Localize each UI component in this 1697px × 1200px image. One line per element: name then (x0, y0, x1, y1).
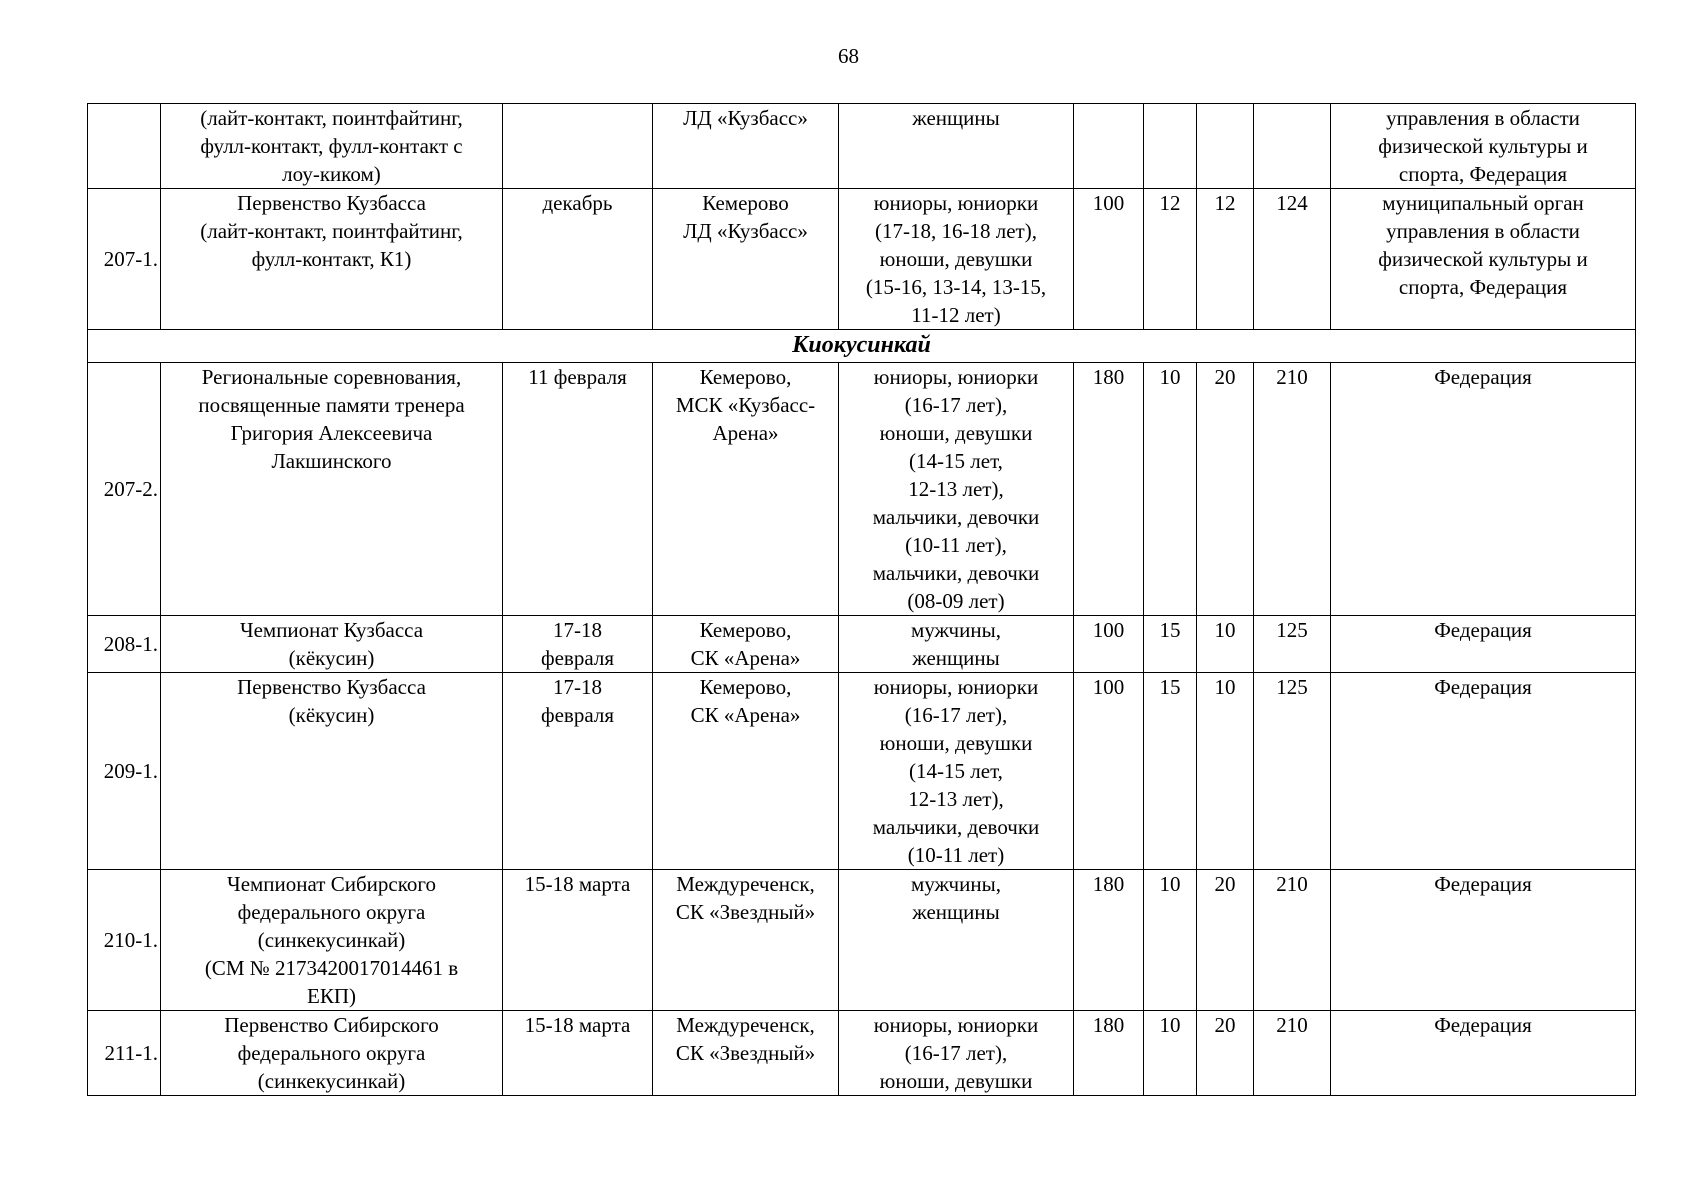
count-judges-cell (1144, 1011, 1197, 1096)
participants-cell (839, 673, 1074, 870)
count-judges: 10 (1159, 1013, 1181, 1037)
participants: юниоры, юниорки (17-18, 16-18 лет), юноши, девушки (15-16, 13-14, 13-15, 11-12 лет) (865, 191, 1047, 327)
count-staff: 20 (1214, 365, 1236, 389)
row-number-cell (88, 189, 161, 330)
table-body-bottom (88, 363, 1636, 1096)
row-number-cell (88, 104, 161, 189)
event-date-cell (503, 189, 653, 330)
participants-cell (839, 870, 1074, 1011)
count-participants-cell (1074, 870, 1144, 1011)
count-staff-cell (1197, 673, 1254, 870)
event-name: Региональные соревнования, посвященные памяти тренера Григория Алексеевича Лакшинского (198, 365, 465, 473)
organizer-cell (1331, 104, 1636, 189)
count-participants-cell (1074, 1011, 1144, 1096)
participants: юниоры, юниорки (16-17 лет), юноши, девушки (14-15 лет, 12-13 лет), мальчики, девочки (10-11 лет), мальчики, девочки (08-09 лет) (872, 365, 1040, 613)
count-participants-cell (1074, 363, 1144, 616)
organizer: Федерация (1434, 675, 1532, 699)
table-body-top (88, 104, 1636, 330)
participants-cell (839, 363, 1074, 616)
organizer: муниципальный орган управления в области физической культуры и спорта, Федерация (1378, 191, 1588, 299)
row-number: 207-1. (103, 247, 158, 271)
page-number: 68 (838, 44, 859, 68)
participants: юниоры, юниорки (16-17 лет), юноши, девушки (873, 1013, 1039, 1093)
row-number-cell (88, 870, 161, 1011)
count-staff: 10 (1214, 618, 1236, 642)
participants: юниоры, юниорки (16-17 лет), юноши, девушки (14-15 лет, 12-13 лет), мальчики, девочки (10-11 лет) (872, 675, 1040, 867)
count-staff-cell (1197, 363, 1254, 616)
event-name-cell (161, 673, 503, 870)
organizer-cell (1331, 673, 1636, 870)
count-judges: 12 (1159, 191, 1181, 215)
count-total-cell (1254, 673, 1331, 870)
event-place-cell (653, 1011, 839, 1096)
row-number-cell (88, 673, 161, 870)
event-date: декабрь (542, 191, 613, 215)
event-place-cell (653, 104, 839, 189)
event-date: 15-18 марта (524, 1013, 631, 1037)
count-judges-cell (1144, 104, 1197, 189)
count-judges: 10 (1159, 365, 1181, 389)
participants: женщины (912, 106, 1000, 130)
count-participants: 180 (1092, 365, 1125, 389)
event-name-cell (161, 1011, 503, 1096)
count-total: 210 (1276, 365, 1308, 389)
event-date: 11 февраля (528, 365, 627, 389)
event-name-cell (161, 189, 503, 330)
event-name-cell (161, 104, 503, 189)
count-total-cell (1254, 189, 1331, 330)
event-date: 15-18 марта (524, 872, 631, 896)
table-row (88, 189, 1636, 330)
count-total-cell (1254, 104, 1331, 189)
count-judges-cell (1144, 870, 1197, 1011)
table-row (88, 104, 1636, 189)
events-table (87, 103, 1636, 1096)
table-row (88, 363, 1636, 616)
organizer: Федерация (1434, 365, 1532, 389)
count-total-cell (1254, 870, 1331, 1011)
event-place: Междуреченск, СК «Звездный» (675, 1013, 816, 1065)
organizer-cell (1331, 616, 1636, 673)
count-participants: 100 (1092, 191, 1125, 215)
row-number: 211-1. (104, 1041, 158, 1065)
participants-cell (839, 104, 1074, 189)
event-place-cell (653, 189, 839, 330)
count-staff: 10 (1214, 675, 1236, 699)
table-row (88, 616, 1636, 673)
count-participants: 180 (1092, 872, 1125, 896)
table-row (88, 673, 1636, 870)
event-date-cell (503, 1011, 653, 1096)
event-place-cell (653, 870, 839, 1011)
organizer: управления в области физической культуры и спорта, Федерация (1378, 106, 1588, 186)
count-total-cell (1254, 1011, 1331, 1096)
count-judges: 10 (1159, 872, 1181, 896)
section-title: Киокусинкай (88, 330, 1636, 363)
event-date-cell (503, 363, 653, 616)
row-number: 207-2. (103, 477, 158, 501)
event-name-cell (161, 870, 503, 1011)
section-header (88, 330, 1636, 363)
organizer-cell (1331, 1011, 1636, 1096)
row-number-cell (88, 1011, 161, 1096)
count-judges-cell (1144, 673, 1197, 870)
event-place-cell (653, 363, 839, 616)
count-staff: 20 (1214, 1013, 1236, 1037)
organizer-cell (1331, 189, 1636, 330)
count-participants: 100 (1092, 618, 1125, 642)
event-name: Чемпионат Кузбасса (кёкусин) (239, 618, 424, 670)
row-number-cell (88, 363, 161, 616)
participants: мужчины, женщины (911, 618, 1001, 670)
event-place: ЛД «Кузбасс» (683, 106, 808, 130)
count-judges: 15 (1159, 618, 1181, 642)
count-judges-cell (1144, 363, 1197, 616)
row-number: 210-1. (103, 928, 158, 952)
count-participants-cell (1074, 104, 1144, 189)
count-participants-cell (1074, 189, 1144, 330)
count-total: 125 (1276, 675, 1308, 699)
count-total-cell (1254, 363, 1331, 616)
count-total: 124 (1276, 191, 1308, 215)
event-date-cell (503, 616, 653, 673)
event-name-cell (161, 363, 503, 616)
row-number: 208-1. (103, 632, 158, 656)
event-date-cell (503, 673, 653, 870)
count-staff: 12 (1214, 191, 1236, 215)
table-row (88, 1011, 1636, 1096)
organizer: Федерация (1434, 872, 1532, 896)
participants: мужчины, женщины (911, 872, 1001, 924)
count-total: 210 (1276, 1013, 1308, 1037)
table-row (88, 870, 1636, 1011)
count-staff-cell (1197, 189, 1254, 330)
participants-cell (839, 1011, 1074, 1096)
count-participants: 100 (1092, 675, 1125, 699)
event-place-cell (653, 673, 839, 870)
count-judges-cell (1144, 616, 1197, 673)
event-name: Первенство Сибирского федерального округа (синкекусинкай) (224, 1013, 439, 1093)
count-participants-cell (1074, 616, 1144, 673)
organizer-cell (1331, 363, 1636, 616)
participants-cell (839, 189, 1074, 330)
count-judges-cell (1144, 189, 1197, 330)
event-date: 17-18 февраля (541, 675, 614, 727)
event-place-cell (653, 616, 839, 673)
count-staff-cell (1197, 1011, 1254, 1096)
event-place: Кемерово, СК «Арена» (690, 675, 801, 727)
event-name: Первенство Кузбасса (кёкусин) (237, 675, 426, 727)
row-number: 209-1. (103, 759, 158, 783)
participants-cell (839, 616, 1074, 673)
count-participants-cell (1074, 673, 1144, 870)
event-place: Кемерово, СК «Арена» (690, 618, 801, 670)
event-date: 17-18 февраля (541, 618, 614, 670)
event-date-cell (503, 104, 653, 189)
row-number-cell (88, 616, 161, 673)
count-total: 125 (1276, 618, 1308, 642)
event-place: Кемерово, МСК «Кузбасс- Арена» (675, 365, 816, 445)
count-total-cell (1254, 616, 1331, 673)
organizer: Федерация (1434, 1013, 1532, 1037)
count-staff: 20 (1214, 872, 1236, 896)
event-date-cell (503, 870, 653, 1011)
event-name: (лайт-контакт, поинтфайтинг, фулл-контакт, фулл-контакт с лоу-киком) (200, 106, 463, 186)
count-staff-cell (1197, 616, 1254, 673)
count-participants: 180 (1092, 1013, 1125, 1037)
count-staff-cell (1197, 870, 1254, 1011)
count-judges: 15 (1159, 675, 1181, 699)
event-place: Междуреченск, СК «Звездный» (675, 872, 816, 924)
organizer: Федерация (1434, 618, 1532, 642)
count-total: 210 (1276, 872, 1308, 896)
event-name: Первенство Кузбасса (лайт-контакт, поинтфайтинг, фулл-контакт, К1) (200, 191, 463, 271)
event-place: Кемерово ЛД «Кузбасс» (683, 191, 808, 243)
organizer-cell (1331, 870, 1636, 1011)
event-name-cell (161, 616, 503, 673)
event-name: Чемпионат Сибирского федерального округа (синкекусинкай) (СМ № 2173420017014461 в ЕКП) (204, 872, 459, 1008)
count-staff-cell (1197, 104, 1254, 189)
